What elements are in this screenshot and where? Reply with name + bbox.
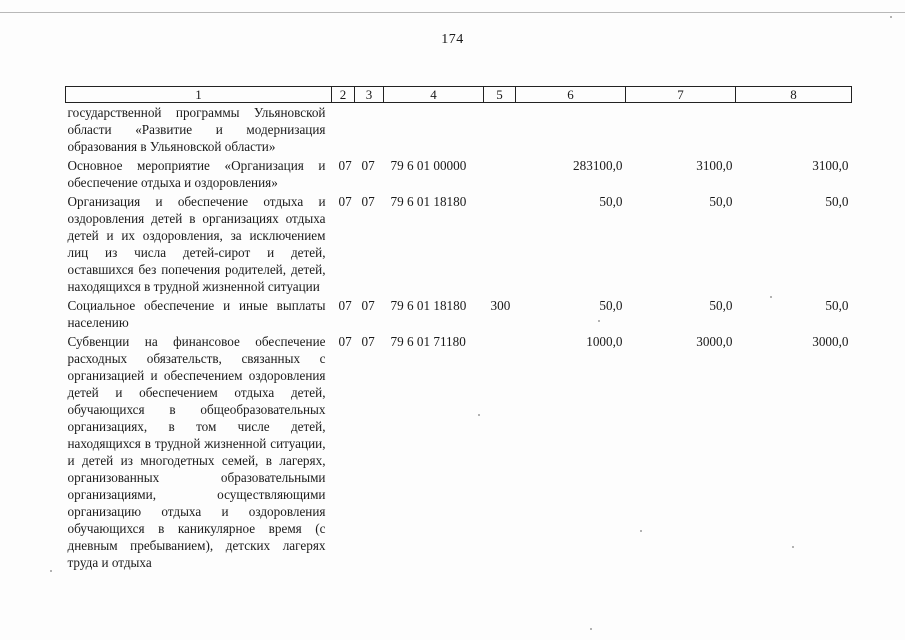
scan-speck — [590, 628, 592, 630]
row-value-8: 3100,0 — [812, 158, 849, 173]
row-name: государственной программы Ульяновской области «Развитие и модернизация образования в Ульяновской области» — [67, 105, 326, 154]
row-section: 07 — [338, 158, 352, 173]
row-subsection: 07 — [361, 298, 375, 313]
scan-speck — [770, 296, 772, 298]
header-cell-2: 2 — [332, 87, 355, 103]
budget-table — [65, 86, 852, 571]
row-subsection — [355, 103, 384, 156]
row-value-6: 283100,0 — [573, 158, 623, 173]
row-expense-type: 300 — [490, 298, 511, 313]
row-value-8: 3000,0 — [812, 334, 849, 349]
scan-speck — [640, 530, 642, 532]
row-target-code: 79 6 01 00000 — [390, 158, 467, 173]
row-expense-type — [484, 191, 516, 295]
table-row — [66, 155, 852, 191]
row-value-8 — [736, 103, 852, 156]
row-value-6: 50,0 — [599, 194, 623, 209]
row-name: Субвенции на финансовое обеспечение расходных обязательств, связанных с организацией и обеспечением оздоровления детей и обеспечением отдыха детей, обучающихся в общеобразовательных организациях, в том числе детей, находящихся в трудной жизненной ситуации, и детей из многодетных семей, в лагерях, организованных образовательными организациями, осуществляющими организацию отдыха и оздоровления обучающихся в каникулярное время (с дневным пребыванием), детских лагерях труда и отдыха — [67, 334, 326, 570]
row-value-8: 50,0 — [825, 298, 849, 313]
row-value-6: 1000,0 — [586, 334, 623, 349]
row-subsection: 07 — [361, 194, 375, 209]
scan-speck — [598, 320, 600, 322]
scan-speck — [478, 414, 480, 416]
row-value-7: 50,0 — [709, 194, 733, 209]
header-cell-1: 1 — [66, 87, 332, 103]
header-cell-8: 8 — [736, 87, 852, 103]
header-row — [66, 87, 852, 103]
row-value-6: 50,0 — [599, 298, 623, 313]
row-section: 07 — [338, 298, 352, 313]
scan-speck — [50, 570, 52, 572]
row-value-6 — [516, 103, 626, 156]
row-value-8: 50,0 — [825, 194, 849, 209]
row-expense-type — [484, 331, 516, 571]
row-section — [332, 103, 355, 156]
page-number: 174 — [441, 32, 464, 47]
row-target-code — [384, 103, 484, 156]
table-row — [66, 331, 852, 571]
row-expense-type — [484, 103, 516, 156]
table-row — [66, 191, 852, 295]
scan-speck — [890, 16, 892, 18]
header-cell-6: 6 — [516, 87, 626, 103]
header-cell-5: 5 — [484, 87, 516, 103]
header-cell-7: 7 — [626, 87, 736, 103]
table-row — [66, 295, 852, 331]
row-value-7: 3100,0 — [696, 158, 733, 173]
row-expense-type — [484, 155, 516, 191]
row-target-code: 79 6 01 18180 — [390, 194, 467, 209]
header-cell-3: 3 — [355, 87, 384, 103]
header-cell-4: 4 — [384, 87, 484, 103]
row-target-code: 79 6 01 18180 — [390, 298, 467, 313]
row-value-7: 50,0 — [709, 298, 733, 313]
table-row — [66, 103, 852, 156]
row-value-7 — [626, 103, 736, 156]
scan-speck — [792, 546, 794, 548]
row-target-code: 79 6 01 71180 — [390, 334, 466, 349]
row-section: 07 — [338, 194, 352, 209]
scan-top-edge — [0, 12, 905, 13]
row-name: Организация и обеспечение отдыха и оздоровления детей в организациях отдыха детей и их оздоровления, за исключением лиц из числа детей-сирот и детей, оставшихся без попечения родителей, детей, находящихся в трудной жизненной ситуации — [67, 194, 326, 294]
row-name: Основное мероприятие «Организация и обеспечение отдыха и оздоровления» — [67, 158, 326, 190]
row-name: Социальное обеспечение и иные выплаты населению — [67, 298, 326, 330]
row-value-7: 3000,0 — [696, 334, 733, 349]
row-subsection: 07 — [361, 334, 375, 349]
row-subsection: 07 — [361, 158, 375, 173]
row-section: 07 — [338, 334, 352, 349]
